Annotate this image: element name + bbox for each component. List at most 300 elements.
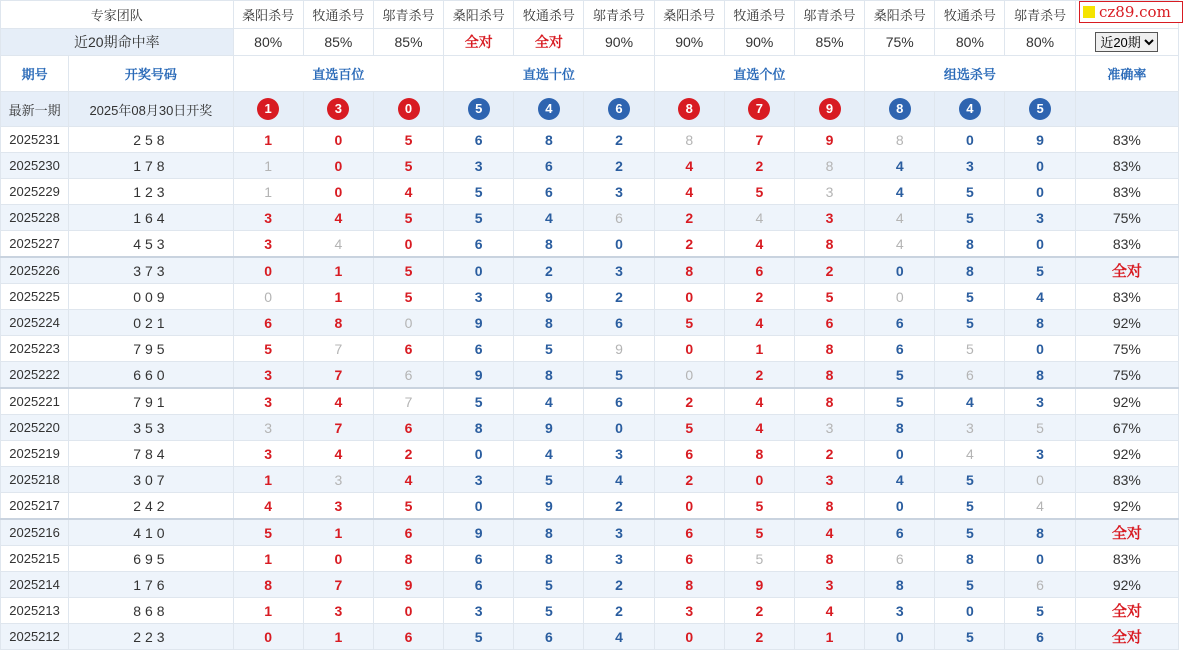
kill-number-cell: 3 [233,231,303,258]
period-cell: 2025228 [1,205,69,231]
kill-number-cell: 5 [444,388,514,415]
team-label: 专家团队 [1,1,234,29]
period-cell: 2025220 [1,415,69,441]
hit-rate-value: 90% [724,29,794,56]
period-cell: 2025227 [1,231,69,258]
kill-number-cell: 2 [584,284,654,310]
kill-number-cell: 5 [724,546,794,572]
kill-number-cell: 4 [724,205,794,231]
accuracy-cell: 92% [1075,310,1178,336]
accuracy-cell: 92% [1075,493,1178,520]
kill-number-cell: 5 [373,284,443,310]
kill-number-cell: 6 [865,310,935,336]
expert-name: 牧通杀号 [303,1,373,29]
kill-number-cell: 8 [794,493,864,520]
kill-number-cell: 5 [935,310,1005,336]
period-cell: 2025213 [1,598,69,624]
period-cell: 2025222 [1,362,69,389]
kill-number-cell: 5 [794,284,864,310]
kill-number-cell: 7 [303,336,373,362]
table-row [1,546,1179,572]
kill-number-cell: 3 [584,441,654,467]
table-row [1,519,1179,546]
kill-number-cell: 5 [935,519,1005,546]
kill-number-cell: 4 [724,415,794,441]
latest-ball-cell [514,92,584,127]
kill-number-cell: 2 [794,257,864,284]
period-cell: 2025226 [1,257,69,284]
kill-number-cell: 5 [373,153,443,179]
latest-draw-date: 2025年08月30日开奖 [69,92,233,127]
kill-number-cell: 8 [935,257,1005,284]
kill-number-cell: 4 [865,467,935,493]
kill-number-cell: 9 [514,284,584,310]
kill-number-cell: 4 [724,310,794,336]
kill-number-cell: 7 [303,572,373,598]
kill-number-cell: 6 [1005,624,1075,650]
kill-number-cell: 5 [654,415,724,441]
expert-name: 邬青杀号 [1005,1,1075,29]
latest-ball-cell [584,92,654,127]
kill-number-cell: 6 [654,546,724,572]
kill-number-cell: 3 [233,205,303,231]
kill-number-cell: 3 [444,153,514,179]
period-cell: 2025221 [1,388,69,415]
kill-number-cell: 4 [865,231,935,258]
kill-number-cell: 2 [514,257,584,284]
kill-number-cell: 8 [724,441,794,467]
kill-number-cell: 0 [444,257,514,284]
kill-number-cell: 5 [233,519,303,546]
kill-number-cell: 6 [444,231,514,258]
kill-number-cell: 5 [935,205,1005,231]
kill-number-cell: 3 [584,257,654,284]
kill-number-cell: 8 [865,415,935,441]
kill-number-cell: 4 [935,441,1005,467]
kill-number-cell: 2 [373,441,443,467]
kill-number-cell: 0 [233,284,303,310]
kill-number-cell: 6 [373,336,443,362]
period-cell: 2025231 [1,127,69,153]
kill-number-cell: 1 [303,624,373,650]
kill-number-cell: 8 [1005,310,1075,336]
draw-cell: 178 [69,153,233,179]
kill-number-cell: 8 [794,231,864,258]
table-row [1,153,1179,179]
kill-number-cell: 6 [444,127,514,153]
tens-header: 直选十位 [444,56,655,92]
kill-number-cell: 9 [724,572,794,598]
accuracy-cell: 67% [1075,415,1178,441]
kill-number-cell: 5 [935,336,1005,362]
accuracy-cell: 92% [1075,388,1178,415]
kill-number-cell: 5 [373,257,443,284]
kill-number-cell: 6 [373,519,443,546]
latest-ball-cell [935,92,1005,127]
kill-number-cell: 6 [935,362,1005,389]
kill-number-cell: 4 [303,388,373,415]
period-cell: 2025215 [1,546,69,572]
kill-number-cell: 2 [724,624,794,650]
kill-number-cell: 2 [724,153,794,179]
kill-number-cell: 4 [794,598,864,624]
kill-number-cell: 8 [373,546,443,572]
logo-text: cz89.com [1099,3,1171,21]
kill-number-cell: 0 [303,127,373,153]
period-cell: 2025217 [1,493,69,520]
kill-number-cell: 4 [724,388,794,415]
accuracy-cell: 83% [1075,231,1178,258]
kill-number-cell: 0 [303,546,373,572]
kill-number-cell: 6 [865,519,935,546]
latest-ball-cell [444,92,514,127]
kill-number-cell: 0 [303,153,373,179]
kill-number-cell: 9 [1005,127,1075,153]
draw-cell: 123 [69,179,233,205]
kill-number-cell: 0 [444,441,514,467]
kill-number-cell: 5 [935,572,1005,598]
kill-number-cell: 6 [373,624,443,650]
kill-number-cell: 4 [514,388,584,415]
kill-number-cell: 6 [514,153,584,179]
hit-rate-value: 85% [303,29,373,56]
kill-number-cell: 1 [233,127,303,153]
kill-number-cell: 2 [724,284,794,310]
kill-number-cell: 0 [1005,336,1075,362]
latest-ball-cell [373,92,443,127]
kill-number-cell: 5 [865,362,935,389]
accuracy-cell: 全对 [1075,598,1178,624]
period-cell: 2025218 [1,467,69,493]
kill-number-cell: 3 [584,546,654,572]
number-ball: 0 [398,98,420,120]
draw-cell: 453 [69,231,233,258]
kill-number-cell: 2 [654,467,724,493]
table-row [1,493,1179,520]
draw-cell: 242 [69,493,233,520]
hit-rate-value: 85% [373,29,443,56]
kill-number-cell: 5 [584,362,654,389]
period-cell: 2025216 [1,519,69,546]
period-cell: 2025224 [1,310,69,336]
kill-number-cell: 6 [373,362,443,389]
section-header-row [1,56,1179,92]
kill-number-cell: 5 [724,493,794,520]
kill-number-cell: 8 [514,519,584,546]
table-row [1,205,1179,231]
number-ball: 4 [959,98,981,120]
hit-rate-row [1,29,1179,56]
hit-rate-label: 近20期命中率 [1,29,234,56]
draw-cell: 353 [69,415,233,441]
expert-name: 牧通杀号 [514,1,584,29]
kill-number-cell: 3 [794,415,864,441]
kill-number-cell: 8 [794,362,864,389]
period-select-cell [1075,29,1178,56]
kill-number-cell: 4 [303,205,373,231]
kill-number-cell: 2 [584,572,654,598]
kill-number-cell: 0 [935,598,1005,624]
kill-number-cell: 3 [794,467,864,493]
kill-number-cell: 8 [654,572,724,598]
kill-number-cell: 8 [794,336,864,362]
table-row [1,572,1179,598]
hit-rate-value: 90% [584,29,654,56]
kill-number-cell: 0 [654,624,724,650]
accuracy-cell: 全对 [1075,257,1178,284]
kill-number-cell: 1 [303,284,373,310]
expert-name: 邬青杀号 [794,1,864,29]
table-row [1,284,1179,310]
accuracy-cell: 83% [1075,127,1178,153]
kill-number-cell: 6 [654,441,724,467]
expert-name: 桑阳杀号 [865,1,935,29]
kill-number-cell: 5 [724,179,794,205]
expert-name: 牧通杀号 [935,1,1005,29]
kill-number-cell: 3 [444,284,514,310]
group-header: 组选杀号 [865,56,1076,92]
draw-cell: 795 [69,336,233,362]
kill-number-cell: 5 [935,284,1005,310]
kill-number-cell: 2 [584,598,654,624]
kill-number-cell: 5 [865,388,935,415]
kill-number-cell: 0 [373,598,443,624]
kill-number-cell: 6 [865,336,935,362]
kill-number-cell: 4 [794,519,864,546]
kill-number-cell: 5 [514,572,584,598]
kill-number-cell: 3 [935,153,1005,179]
kill-number-cell: 0 [654,284,724,310]
kill-number-cell: 4 [935,388,1005,415]
kill-number-cell: 4 [303,441,373,467]
kill-number-cell: 3 [303,467,373,493]
number-ball: 8 [678,98,700,120]
kill-number-cell: 1 [233,598,303,624]
kill-number-cell: 0 [584,231,654,258]
kill-number-cell: 0 [865,624,935,650]
kill-number-cell: 1 [233,153,303,179]
kill-number-cell: 2 [724,362,794,389]
kill-number-cell: 4 [584,624,654,650]
kill-number-cell: 3 [584,179,654,205]
kill-number-cell: 4 [724,231,794,258]
hit-rate-value: 80% [1005,29,1075,56]
kill-number-cell: 3 [935,415,1005,441]
kill-number-cell: 4 [233,493,303,520]
kill-number-cell: 8 [794,153,864,179]
draw-cell: 410 [69,519,233,546]
kill-number-cell: 1 [233,467,303,493]
kill-number-cell: 2 [724,598,794,624]
accuracy-cell: 75% [1075,205,1178,231]
period-select[interactable] [1095,32,1158,52]
accuracy-cell: 全对 [1075,624,1178,650]
table-row [1,257,1179,284]
table-row [1,415,1179,441]
kill-number-cell: 8 [444,415,514,441]
kill-number-cell: 3 [303,493,373,520]
period-header: 期号 [1,56,69,92]
accuracy-cell: 83% [1075,284,1178,310]
hit-rate-value: 75% [865,29,935,56]
kill-number-cell: 0 [654,336,724,362]
hundreds-header: 直选百位 [233,56,444,92]
latest-label: 最新一期 [1,92,69,127]
table-row [1,624,1179,650]
kill-number-cell: 3 [303,598,373,624]
kill-number-cell: 1 [724,336,794,362]
draw-cell: 176 [69,572,233,598]
kill-number-cell: 9 [444,310,514,336]
kill-number-cell: 0 [1005,546,1075,572]
kill-number-cell: 3 [233,441,303,467]
kill-number-cell: 6 [444,572,514,598]
table-row [1,467,1179,493]
kill-number-cell: 8 [514,546,584,572]
expert-header-row [1,1,1179,29]
kill-number-cell: 3 [1005,205,1075,231]
draw-cell: 164 [69,205,233,231]
kill-number-cell: 0 [1005,467,1075,493]
number-ball: 5 [1029,98,1051,120]
kill-number-cell: 9 [794,127,864,153]
kill-number-cell: 8 [514,362,584,389]
kill-number-cell: 8 [935,231,1005,258]
kill-number-cell: 5 [724,519,794,546]
kill-number-cell: 3 [444,598,514,624]
kill-number-cell: 3 [233,362,303,389]
kill-number-cell: 4 [865,179,935,205]
kill-number-cell: 8 [233,572,303,598]
kill-number-cell: 0 [1005,153,1075,179]
kill-number-cell: 0 [303,179,373,205]
table-row [1,598,1179,624]
number-ball: 5 [468,98,490,120]
kill-number-cell: 2 [584,493,654,520]
kill-number-cell: 5 [373,205,443,231]
kill-number-cell: 9 [514,415,584,441]
table-row [1,362,1179,389]
kill-number-cell: 4 [584,467,654,493]
draw-header: 开奖号码 [69,56,233,92]
kill-number-cell: 0 [1005,179,1075,205]
period-cell: 2025229 [1,179,69,205]
number-ball: 1 [257,98,279,120]
expert-name: 桑阳杀号 [233,1,303,29]
draw-cell: 784 [69,441,233,467]
kill-number-cell: 5 [444,205,514,231]
kill-number-cell: 6 [514,179,584,205]
kill-number-cell: 1 [233,546,303,572]
kill-number-cell: 0 [1005,231,1075,258]
draw-cell: 695 [69,546,233,572]
draw-cell: 021 [69,310,233,336]
number-ball: 4 [538,98,560,120]
kill-number-cell: 9 [514,493,584,520]
expert-name: 桑阳杀号 [444,1,514,29]
kill-number-cell: 7 [724,127,794,153]
kill-number-cell: 0 [233,257,303,284]
period-cell: 2025219 [1,441,69,467]
kill-number-cell: 5 [1005,598,1075,624]
kill-number-cell: 1 [303,257,373,284]
kill-number-cell: 0 [373,231,443,258]
table-row [1,310,1179,336]
kill-number-cell: 2 [794,441,864,467]
kill-number-cell: 5 [233,336,303,362]
latest-ball-cell [794,92,864,127]
accuracy-cell: 92% [1075,441,1178,467]
kill-number-cell: 6 [444,546,514,572]
expert-name: 邬青杀号 [373,1,443,29]
latest-ball-cell [233,92,303,127]
accuracy-cell: 75% [1075,362,1178,389]
accuracy-cell: 83% [1075,153,1178,179]
kill-number-cell: 8 [654,257,724,284]
period-cell: 2025225 [1,284,69,310]
kill-number-cell: 4 [303,231,373,258]
kill-number-cell: 3 [794,572,864,598]
table-row [1,179,1179,205]
kill-number-cell: 5 [1005,415,1075,441]
kill-number-cell: 0 [654,493,724,520]
number-ball: 6 [608,98,630,120]
table-row [1,441,1179,467]
latest-ball-cell [865,92,935,127]
period-cell: 2025212 [1,624,69,650]
period-cell: 2025214 [1,572,69,598]
kill-number-cell: 3 [584,519,654,546]
expert-name: 桑阳杀号 [654,1,724,29]
table-row [1,231,1179,258]
table-row [1,336,1179,362]
kill-number-cell: 2 [584,153,654,179]
kill-number-cell: 4 [1005,493,1075,520]
draw-cell: 868 [69,598,233,624]
kill-number-cell: 6 [724,257,794,284]
kill-number-cell: 5 [373,127,443,153]
kill-number-cell: 2 [654,231,724,258]
kill-number-cell: 9 [373,572,443,598]
kill-number-cell: 8 [514,127,584,153]
kill-number-cell: 6 [654,519,724,546]
kill-number-cell: 5 [514,467,584,493]
latest-blank [1075,92,1178,127]
kill-number-cell: 0 [935,127,1005,153]
site-logo[interactable] [1079,1,1183,23]
draw-cell: 009 [69,284,233,310]
latest-row [1,92,1179,127]
kill-number-cell: 5 [1005,257,1075,284]
kill-number-cell: 3 [794,205,864,231]
kill-number-cell: 5 [444,624,514,650]
hit-rate-value: 80% [233,29,303,56]
kill-number-cell: 1 [794,624,864,650]
kill-number-cell: 7 [303,415,373,441]
kill-number-cell: 7 [303,362,373,389]
kill-number-cell: 2 [654,388,724,415]
expert-name: 牧通杀号 [724,1,794,29]
kill-number-cell: 4 [373,467,443,493]
kill-number-cell: 8 [1005,362,1075,389]
period-cell: 2025223 [1,336,69,362]
draw-cell: 258 [69,127,233,153]
kill-number-cell: 6 [584,310,654,336]
kill-number-cell: 0 [444,493,514,520]
kill-number-cell: 1 [303,519,373,546]
kill-number-cell: 5 [514,336,584,362]
kill-number-cell: 6 [444,336,514,362]
